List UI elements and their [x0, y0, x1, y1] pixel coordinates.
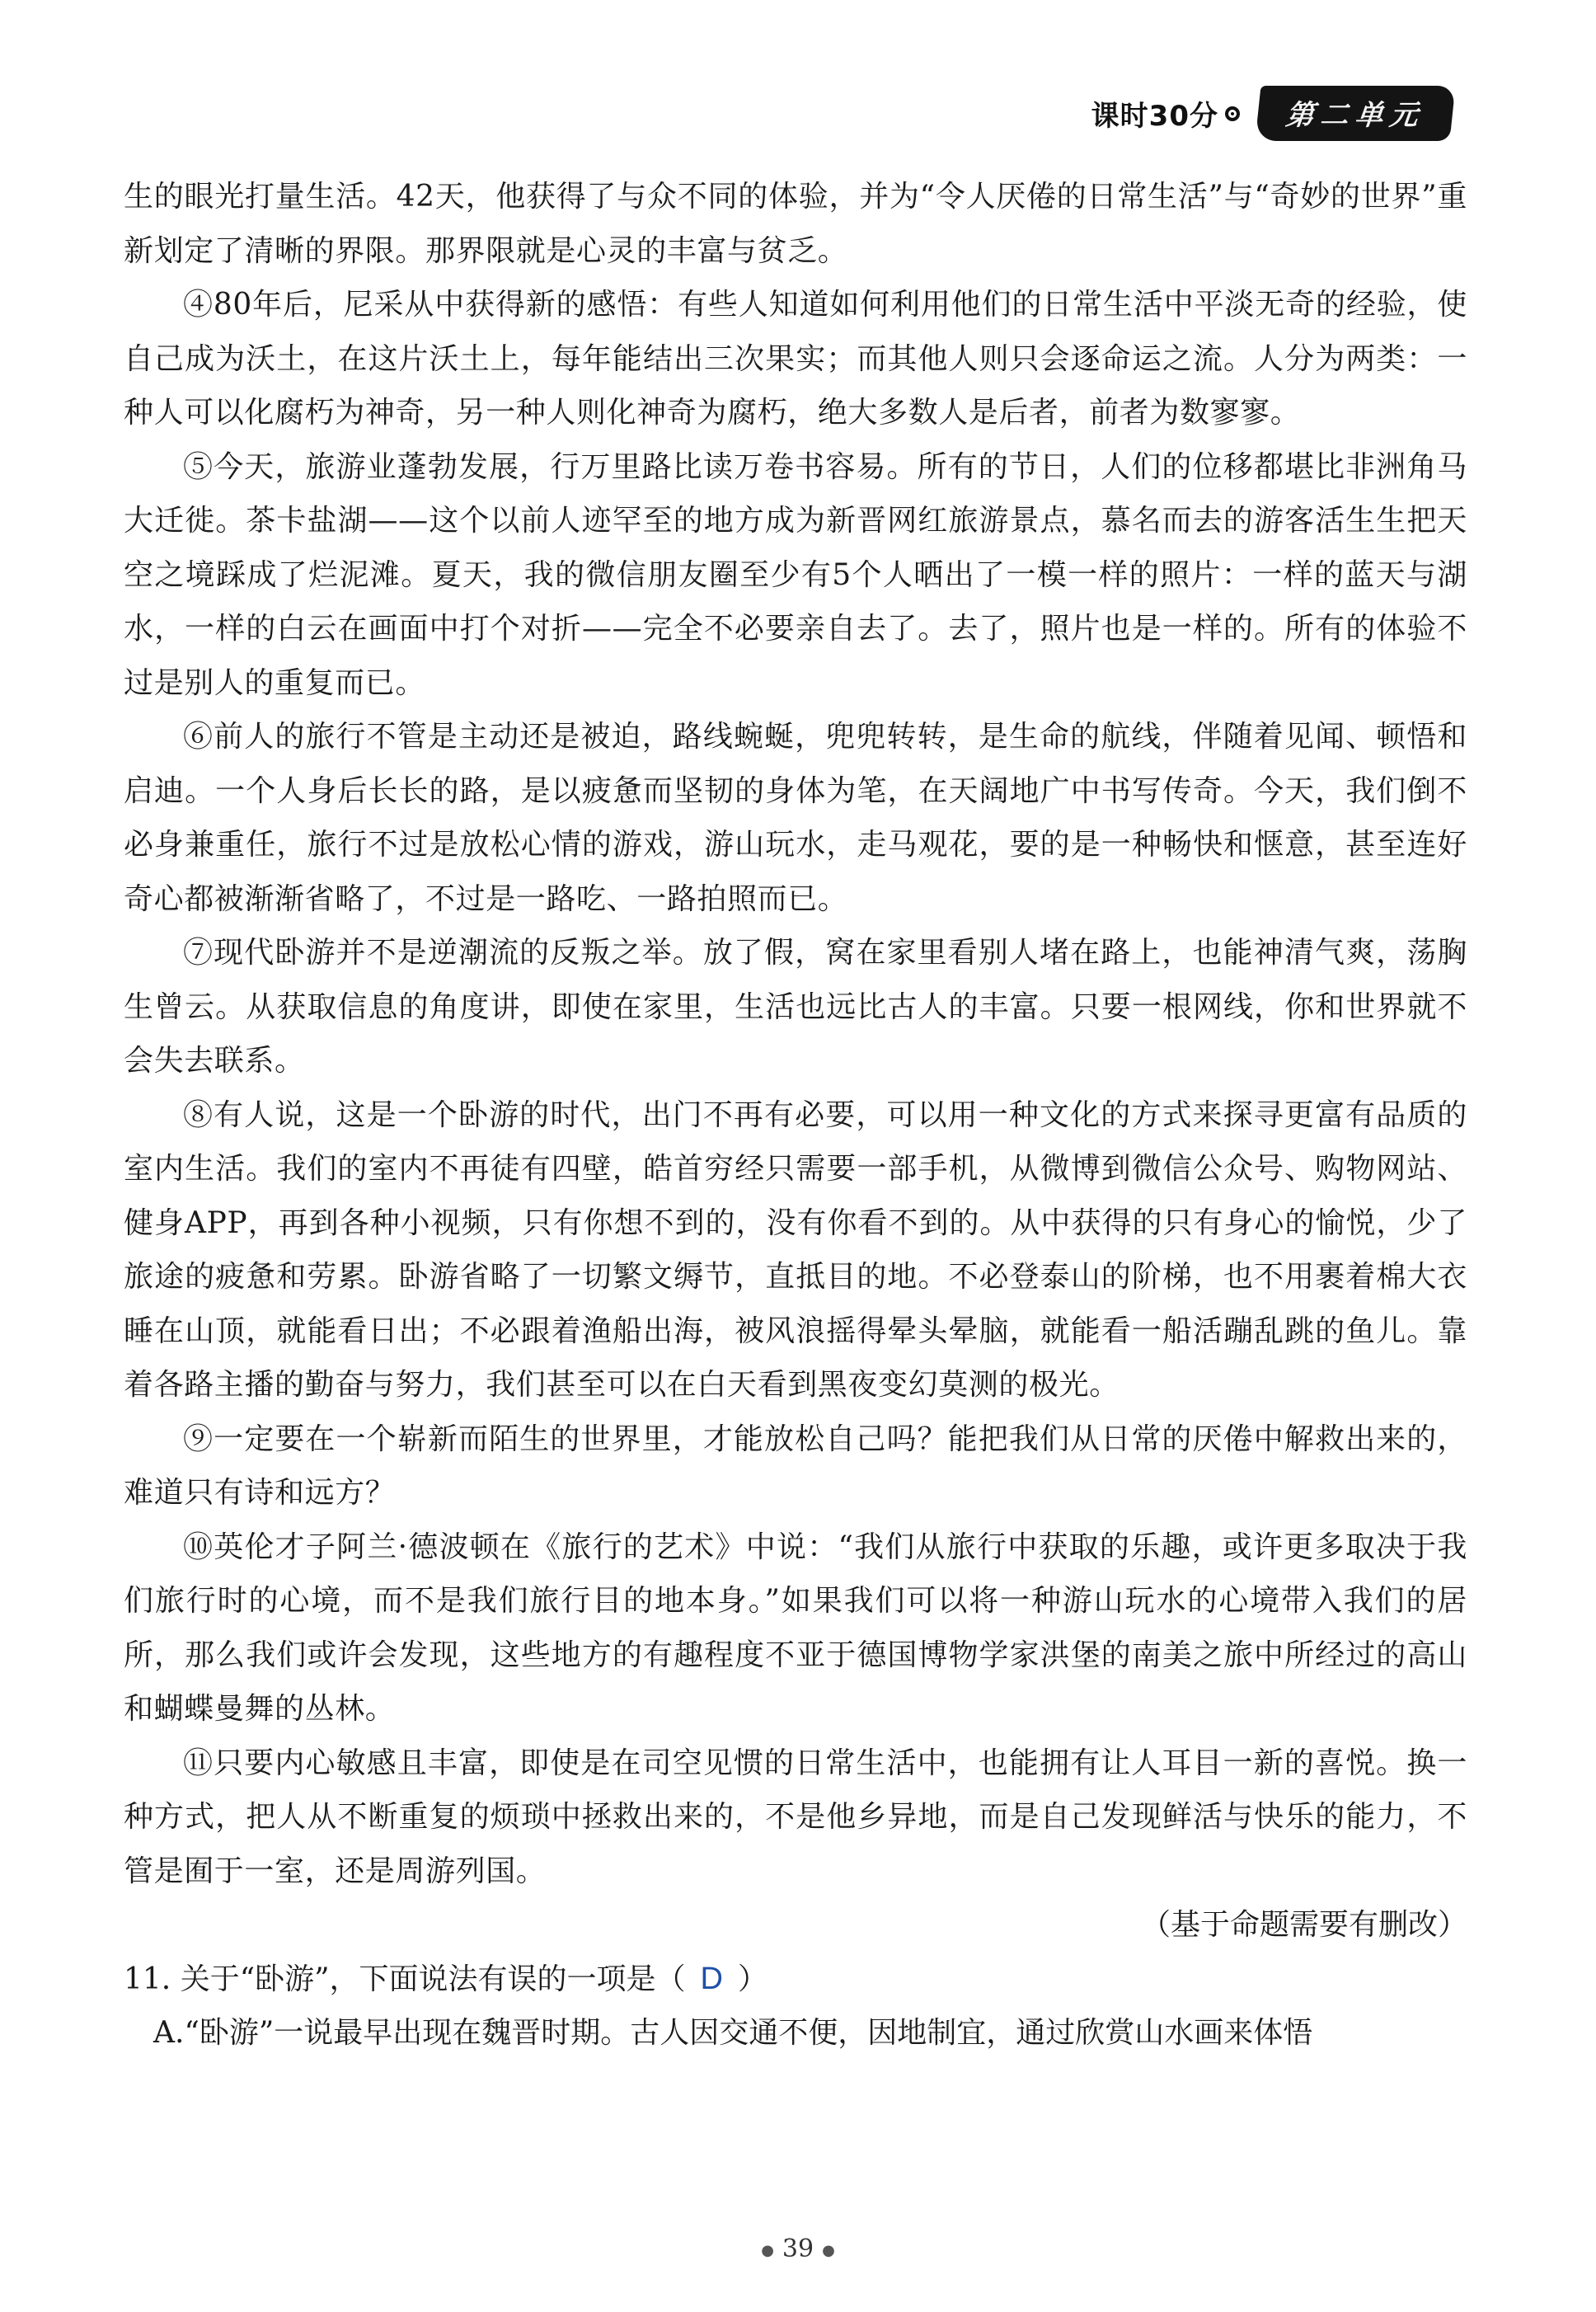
- option-a: A.“卧游”一说最早出现在魏晋时期。古人因交通不便，因地制宜，通过欣赏山水画来体悟: [153, 2016, 1313, 2050]
- paragraph: ⑪只要内心敏感且丰富，即使是在司空见惯的日常生活中，也能拥有让人耳目一新的喜悦。换一种方式，把人从不断重复的烦琐中拯救出来的，不是他乡异地，而是自己发现鲜活与快乐的能力，不管是囿于一室，还是周游列国。: [124, 1746, 1467, 1888]
- question-stem: 11. 关于“卧游”，下面说法有误的一项是（: [124, 1962, 686, 1996]
- paragraph: ⑥前人的旅行不管是主动还是被迫，路线蜿蜒，兜兜转转，是生命的航线，伴随着见闻、顿悟和启迪。一个人身后长长的路，是以疲惫而坚韧的身体为笔，在天阔地广中书写传奇。今天，我们倒不必身兼重任，旅行不过是放松心情的游戏，游山玩水，走马观花，要的是一种畅快和惬意，甚至连好奇心都被渐渐省略了，不过是一路吃、一路拍照而已。: [124, 720, 1467, 916]
- paragraph: ⑩英伦才子阿兰·德波顿在《旅行的艺术》中说：“我们从旅行中获取的乐趣，或许更多取决于我们旅行时的心境，而不是我们旅行目的地本身。”如果我们可以将一种游山玩水的心境带入我们的居所，那么我们或许会发现，这些地方的有趣程度不亚于德国博物学家洪堡的南美之旅中所经过的高山和蝴蝶曼舞的丛林。: [124, 1530, 1467, 1726]
- paragraph: ⑤今天，旅游业蓬勃发展，行万里路比读万卷书容易。所有的节日，人们的位移都堪比非洲角马大迁徙。茶卡盐湖——这个以前人迹罕至的地方成为新晋网红旅游景点，慕名而去的游客活生生把天空之境踩成了烂泥滩。夏天，我的微信朋友圈至少有5个人晒出了一模一样的照片：一样的蓝天与湖水，一样的白云在画面中打个对折——完全不必要亲自去了。去了，照片也是一样的。所有的体验不过是别人的重复而已。: [124, 449, 1467, 700]
- question-stem-end: ）: [737, 1962, 767, 1996]
- paragraph: ⑨一定要在一个崭新而陌生的世界里，才能放松自己吗？能把我们从日常的厌倦中解救出来的，难道只有诗和远方？: [124, 1422, 1467, 1510]
- paragraph: 生的眼光打量生活。42天，他获得了与众不同的体验，并为“令人厌倦的日常生活”与“奇妙的世界”重新划定了清晰的界限。那界限就是心灵的丰富与贫乏。: [124, 180, 1467, 268]
- target-icon: [1225, 106, 1240, 121]
- unit-badge: 第二单元: [1255, 86, 1455, 141]
- series-title: 课时30分: [1091, 100, 1218, 133]
- question-11: [124, 1953, 1467, 2007]
- page-footer: [0, 2234, 1596, 2263]
- handwritten-answer: D: [700, 1961, 723, 1996]
- paragraph: ⑧有人说，这是一个卧游的时代，出门不再有必要，可以用一种文化的方式来探寻更富有品质的室内生活。我们的室内不再徒有四壁，皓首穷经只需要一部手机，从微博到微信公众号、购物网站、健身APP，再到各种小视频，只有你想不到的，没有你看不到的。从中获得的只有身心的愉悦，少了旅途的疲惫和劳累。卧游省略了一切繁文缛节，直抵目的地。不必登泰山的阶梯，也不用裹着棉大衣睡在山顶，就能看日出；不必跟着渔船出海，被风浪摇得晕头晕脑，就能看一船活蹦乱跳的鱼儿。靠着各路主播的勤奋与努力，我们甚至可以在白天看到黑夜变幻莫测的极光。: [124, 1097, 1467, 1402]
- dot-icon: ●: [822, 2241, 835, 2259]
- article-body: [124, 170, 1467, 2061]
- paragraph: ⑦现代卧游并不是逆潮流的反叛之举。放了假，窝在家里看别人堵在路上，也能神清气爽，荡胸生曾云。从获取信息的角度讲，即使在家里，生活也远比古人的丰富。只要一根网线，你和世界就不会失去联系。: [124, 936, 1467, 1078]
- source-note: （基于命题需要有删改）: [1140, 1908, 1467, 1942]
- page-number: 39: [782, 2234, 814, 2263]
- page-header: [1091, 86, 1453, 141]
- dot-icon: ●: [761, 2241, 774, 2259]
- paragraph: ④80年后，尼采从中获得新的感悟：有些人知道如何利用他们的日常生活中平淡无奇的经验，使自己成为沃土，在这片沃土上，每年能结出三次果实；而其他人则只会逐命运之流。人分为两类：一种人可以化腐朽为神奇，另一种人则化神奇为腐朽，绝大多数人是后者，前者为数寥寥。: [124, 288, 1467, 430]
